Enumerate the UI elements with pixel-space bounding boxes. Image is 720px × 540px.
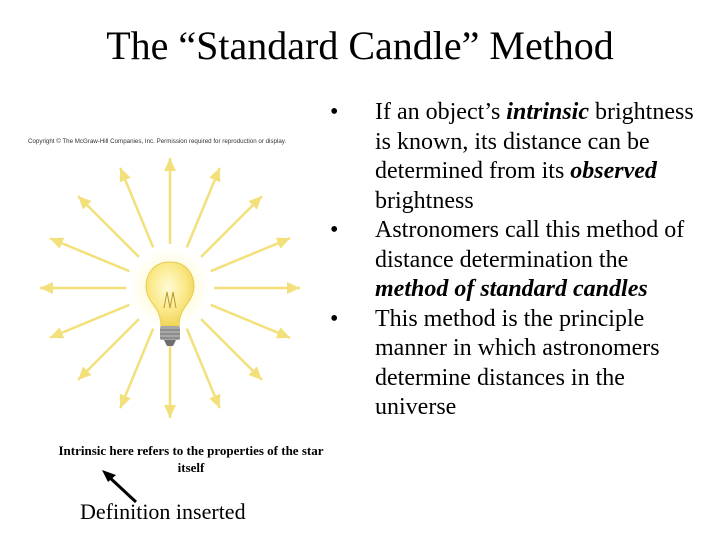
bullet-marker: • — [330, 99, 339, 125]
ray-arrowhead-icon — [164, 158, 176, 171]
bullet-marker: • — [330, 305, 339, 332]
ray-arrowhead-icon — [40, 282, 53, 294]
ray-arrowhead-icon — [164, 405, 176, 418]
bullet-item — [326, 98, 706, 216]
bullet-marker: • — [330, 217, 339, 243]
light-bulb-illustration — [24, 142, 324, 442]
definition-inserted-label: Definition inserted — [80, 499, 246, 524]
bullet-text: Astronomers call this method of distance determination the — [375, 217, 685, 273]
bullet-text: This method is the principle manner in which astronomers determine distances in the universe — [375, 305, 660, 420]
bullet-item — [326, 216, 706, 305]
emphasized-term: intrinsic — [506, 99, 589, 125]
light-bulb-icon — [146, 262, 194, 346]
definition-note: Intrinsic here refers to the properties of the star itself — [58, 443, 324, 475]
bullet-list — [326, 98, 706, 423]
emphasized-term: method of standard candles — [375, 276, 648, 302]
copyright-notice: Copyright © The McGraw-Hill Companies, Inc. Permission required for reproduction or display. — [28, 138, 287, 145]
bullet-text: brightness is known, its distance can be determined from its — [375, 99, 694, 184]
bullet-item — [326, 305, 706, 423]
ray-arrowhead-icon — [287, 282, 300, 294]
emphasized-term: observed — [570, 158, 657, 184]
bullet-text: brightness — [375, 187, 474, 214]
bullet-text: If an object’s — [375, 99, 507, 125]
slide-title: The “Standard Candle” Method — [106, 23, 614, 68]
